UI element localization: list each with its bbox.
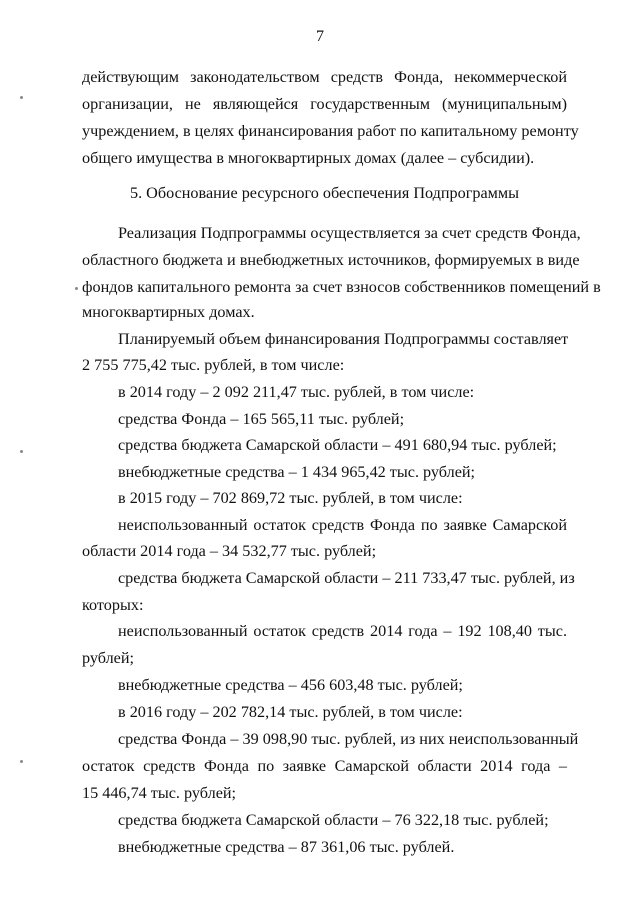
funding-2015-unused-fund: области 2014 года – 34 532,77 тыс. рублей;	[82, 542, 377, 560]
funding-2016-fund: 15 446,74 тыс. рублей;	[82, 784, 237, 802]
funding-2015-total: в 2015 году – 702 869,72 тыс. рублей, в том числе:	[118, 489, 463, 507]
funding-2015-unused-2014: неиспользованный остаток средств 2014 года – 192 108,40 тыс.	[118, 622, 567, 640]
funding-2015-budget: средства бюджета Самарской области – 211 733,47 тыс. рублей, из	[118, 569, 575, 587]
paragraph-line: организации, не являющейся государственным (муниципальным)	[82, 95, 567, 113]
funding-2016-fund: остаток средств Фонда по заявке Самарской области 2014 года –	[82, 757, 567, 775]
funding-2014-offbudget: внебюджетные средства – 1 434 965,42 тыс. рублей;	[118, 463, 476, 481]
paragraph-line: фондов капитального ремонта за счет взносов собственников помещений в	[82, 278, 601, 296]
scan-speck	[75, 287, 78, 290]
funding-2015-offbudget: внебюджетные средства – 456 603,48 тыс. рублей;	[118, 676, 463, 694]
funding-2015-unused-fund: неиспользованный остаток средств Фонда по заявке Самарской	[118, 516, 567, 534]
funding-2014-budget: средства бюджета Самарской области – 491 680,94 тыс. рублей;	[118, 436, 557, 454]
section-heading: 5. Обоснование ресурсного обеспечения Подпрограммы	[129, 184, 520, 202]
paragraph-line: общего имущества в многоквартирных домах (далее – субсидии).	[82, 149, 535, 167]
paragraph-line: Реализация Подпрограммы осуществляется за счет средств Фонда,	[118, 224, 581, 242]
funding-2016-budget: средства бюджета Самарской области – 76 322,18 тыс. рублей;	[118, 811, 549, 829]
paragraph-line: многоквартирных домах.	[82, 303, 255, 321]
paragraph-line: действующим законодательством средств Фонда, некоммерческой	[82, 68, 567, 86]
paragraph-line: Планируемый объем финансирования Подпрограммы составляет	[118, 330, 569, 348]
funding-2015-unused-2014: рублей;	[82, 649, 135, 667]
scan-speck	[20, 450, 23, 453]
funding-2016-fund: средства Фонда – 39 098,90 тыс. рублей, из них неиспользованный	[118, 730, 579, 748]
funding-2014-total: в 2014 году – 2 092 211,47 тыс. рублей, в том числе:	[118, 383, 475, 401]
funding-2016-offbudget: внебюджетные средства – 87 361,06 тыс. рублей.	[118, 838, 455, 856]
funding-2015-budget: которых:	[82, 596, 144, 614]
scan-speck	[20, 760, 23, 763]
page-number: 7	[316, 28, 324, 45]
paragraph-line: учреждением, в целях финансирования работ по капитальному ремонту	[82, 122, 579, 140]
scan-speck	[20, 96, 23, 99]
paragraph-line: областного бюджета и внебюджетных источников, формируемых в виде	[82, 251, 580, 269]
funding-2016-total: в 2016 году – 202 782,14 тыс. рублей, в том числе:	[118, 703, 463, 721]
paragraph-line: 2 755 775,42 тыс. рублей, в том числе:	[82, 356, 345, 374]
funding-2014-fund: средства Фонда – 165 565,11 тыс. рублей;	[118, 410, 405, 428]
